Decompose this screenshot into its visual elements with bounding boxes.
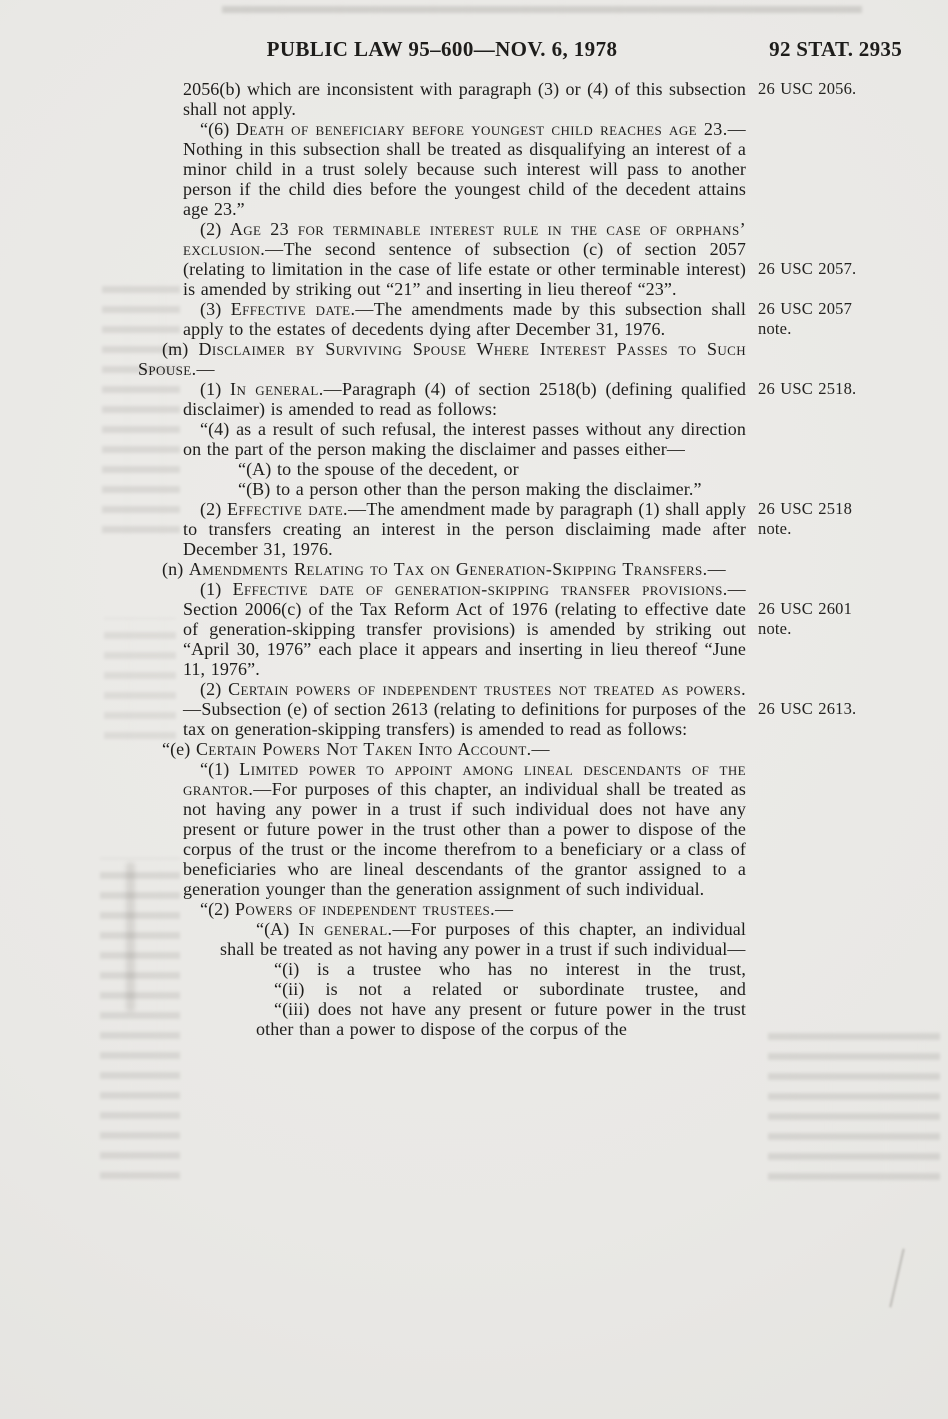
paragraph-text: (2) [200, 679, 229, 699]
small-caps-heading: Certain Powers Not Taken Into Account.— [195, 739, 550, 759]
statute-paragraph [138, 459, 746, 479]
statute-body [138, 79, 857, 1039]
statute-paragraph [138, 579, 853, 679]
paragraph-text: “(e) [162, 739, 196, 759]
small-caps-heading: Limited power to appoint among lineal descendants of the grantor.— [183, 759, 746, 799]
small-caps-heading: Disclaimer by Surviving Spouse Where Interest Passes to Such Spouse.— [138, 339, 746, 379]
paragraph-text: For purposes of this chapter, an individual shall be treated as not having any power in a trust if such individual— [220, 919, 746, 959]
small-caps-heading: Effective date of generation-skipping transfer provisions.— [232, 579, 747, 599]
statute-paragraph [138, 219, 857, 299]
paragraph-text: (1) [200, 579, 233, 599]
statute-paragraph [138, 419, 746, 459]
small-caps-heading: Death of beneficiary before youngest child reaches age 23.— [236, 119, 746, 139]
paragraph-text: (3) [200, 299, 231, 319]
margin-note-line: 26 USC 2518 [758, 499, 853, 518]
page-header-stat-number: 92 STAT. 2935 [769, 37, 902, 61]
paragraph-text: (n) [162, 559, 189, 579]
margin-note [758, 599, 938, 639]
statute-paragraph [138, 979, 746, 999]
paragraph-text: “(6) [200, 119, 237, 139]
small-caps-heading: Powers of independent trustees.— [234, 899, 514, 919]
statute-paragraph [138, 379, 857, 419]
paragraph-text: The amendment made by paragraph (1) shall apply to transfers creating an interest in the person disclaiming made after December 31, 1976. [183, 499, 746, 559]
small-caps-heading: Certain powers of independent trustees not treated as powers.— [183, 679, 746, 719]
statute-paragraph [138, 959, 746, 979]
statute-paragraph [138, 499, 853, 559]
paragraph-text: “(ii) is not a related or subordinate trustee, and [274, 979, 746, 999]
paragraph-text: “(4) as a result of such refusal, the interest passes without any direction on the part of the person making the disclaimer and passes either— [183, 419, 746, 459]
statute-paragraph [138, 899, 746, 919]
margin-note [758, 379, 938, 399]
margin-note-line: note. [758, 319, 792, 338]
margin-note-line: note. [758, 619, 792, 638]
margin-note-line: 26 USC 2057. [758, 259, 857, 278]
paragraph-text: The amendments made by this subsection shall apply to the estates of decedents dying after December 31, 1976. [183, 299, 746, 339]
margin-note [758, 499, 938, 539]
statute-paragraph [138, 119, 746, 219]
margin-note [758, 79, 938, 99]
page-header-law-title: PUBLIC LAW 95–600—NOV. 6, 1978 [266, 37, 618, 61]
paragraph-text: Section 2006(c) of the Tax Reform Act of 1976 (relating to effective date of generation-skipping transfer provisions) is amended by striking out “April 30, 1976” each place it appears and inserting in lieu thereof “June 11, 1976”. [183, 599, 746, 679]
margin-note-line: note. [758, 519, 792, 538]
small-caps-heading: In general.— [230, 379, 343, 399]
statute-paragraph [138, 559, 746, 579]
small-caps-heading: Effective date.— [226, 499, 367, 519]
statute-paragraph [138, 999, 746, 1039]
margin-note-line: 26 USC 2518. [758, 379, 857, 398]
statute-paragraph [138, 79, 857, 119]
paragraph-text: “(A) to the spouse of the decedent, or [238, 459, 519, 479]
margin-note-line: 26 USC 2613. [758, 699, 857, 718]
paragraph-text: 2056(b) which are inconsistent with paragraph (3) or (4) of this subsection shall not apply. [183, 79, 746, 119]
statute-paragraph [138, 919, 746, 959]
statute-paragraph [138, 479, 746, 499]
paragraph-text: (1) [200, 379, 231, 399]
paragraph-text: Subsection (e) of section 2613 (relating to definitions for purposes of the tax on generation-skipping transfers) is amended to read as follows: [183, 699, 746, 739]
statute-paragraph [138, 679, 857, 739]
margin-note-line: 26 USC 2057 [758, 299, 853, 318]
paragraph-text: (2) [200, 219, 230, 239]
margin-note-line: 26 USC 2601 [758, 599, 853, 618]
paragraph-text: (2) [200, 499, 227, 519]
margin-note-line: 26 USC 2056. [758, 79, 857, 98]
paragraph-text: Nothing in this subsection shall be treated as disqualifying an interest of a minor child in a trust solely because such interest will pass to another person if the child dies before the youngest child of the decedent attains age 23.” [183, 139, 746, 219]
paragraph-text: “(i) is a trustee who has no interest in the trust, [274, 959, 746, 979]
paragraph-text: “(2) [200, 899, 235, 919]
bleedthrough-artifact [222, 2, 862, 17]
paragraph-text: (m) [162, 339, 199, 359]
bleedthrough-artifact [768, 1032, 940, 1184]
small-caps-heading: Effective date.— [230, 299, 374, 319]
paragraph-text: “(1) [200, 759, 240, 779]
paragraph-text: Paragraph (4) of section 2518(b) (defining qualified disclaimer) is amended to read as follows: [183, 379, 747, 419]
paragraph-text: The second sentence of subsection (c) of section 2057 (relating to limitation in the case of life estate or other terminable interest) is amended by striking out “21” and inserting in lieu thereof “23”. [183, 239, 746, 299]
statute-paragraph [138, 739, 746, 759]
paragraph-text: “(B) to a person other than the person making the disclaimer.” [238, 479, 702, 499]
paragraph-text: “(A) [256, 919, 299, 939]
statute-paragraph [138, 299, 853, 339]
paragraph-text: “(iii) does not have any present or future power in the trust other than a power to dispose of the corpus of the [256, 999, 746, 1039]
paper-crease [889, 1249, 904, 1308]
statute-paragraph [138, 339, 746, 379]
small-caps-heading: Amendments Relating to Tax on Generation-Skipping Transfers.— [188, 559, 726, 579]
margin-note [758, 699, 938, 719]
scan-smudge [126, 862, 135, 1012]
small-caps-heading: In general.— [298, 919, 411, 939]
statute-paragraph [138, 759, 746, 899]
margin-note [758, 259, 938, 279]
margin-note [758, 299, 938, 339]
small-caps-heading: Age 23 for terminable interest rule in the case of orphans’ exclusion.— [183, 219, 746, 259]
paragraph-text: For purposes of this chapter, an individual shall be treated as not having any power in a trust if such individual does not have any present or future power in the trust other than a power to dispose of the corpus of the trust or the income therefrom to a beneficiary or a class of beneficiaries who are lineal descendants of the grantor assigned to a generation younger than the generation assignment of such individual. [183, 779, 746, 899]
